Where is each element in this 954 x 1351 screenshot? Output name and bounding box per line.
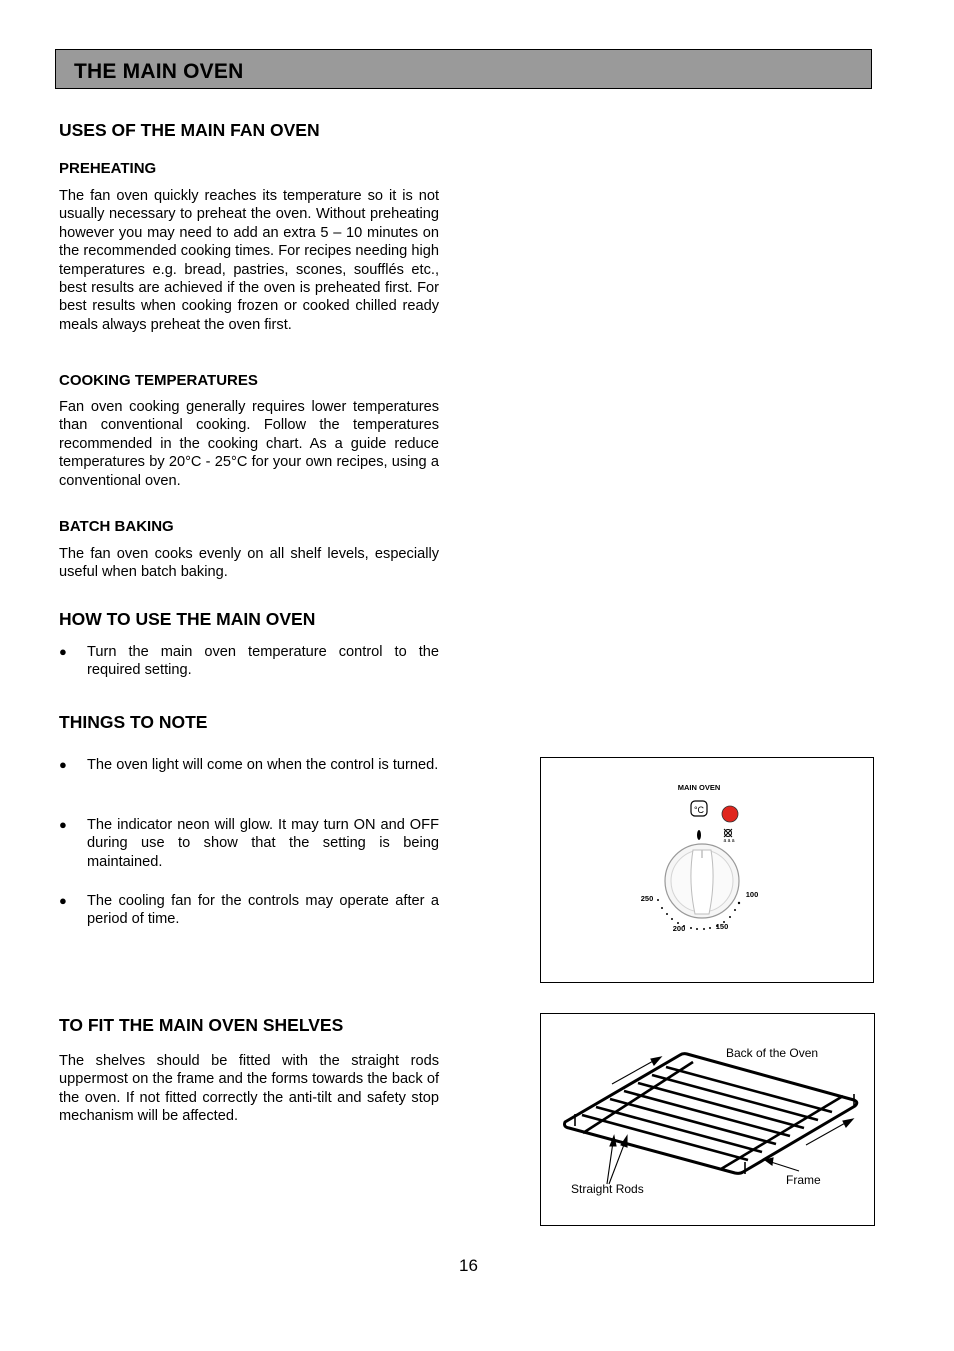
bullet-icon: ● xyxy=(59,644,67,659)
list-item xyxy=(59,892,439,929)
list-item xyxy=(59,816,439,871)
list-item xyxy=(59,756,439,774)
oven-control-figure xyxy=(540,757,874,983)
fit-shelves-text: The shelves should be fitted with the straight rods uppermost on the frame and the forms towards the back of the oven. If not fitted correctly the anti-tilt and safety stop mechanism will be affected. xyxy=(59,1053,439,1125)
shelf-drawing xyxy=(541,1014,874,1225)
bullet-icon: ● xyxy=(59,757,67,772)
list-item xyxy=(59,643,439,680)
fan-icon xyxy=(723,829,734,844)
subheading-preheating: PREHEATING xyxy=(59,160,157,177)
svg-text:a a a: a a a xyxy=(723,838,735,844)
subheading-batch-baking: BATCH BAKING xyxy=(59,518,174,535)
scale-label-150: 150 xyxy=(715,922,729,931)
list-item-text: Turn the main oven temperature control to the required setting. xyxy=(87,644,439,679)
list-item-text: The oven light will come on when the control is turned. xyxy=(87,757,439,773)
label-frame: Frame xyxy=(786,1173,821,1187)
scale-label-250: 250 xyxy=(640,894,654,903)
celsius-symbol: °C xyxy=(693,805,705,815)
cooking-temperatures-text: Fan oven cooking generally requires lower temperatures than conventional cooking. Follow the temperatures recommended in the cooking chart. As a guide reduce temperatures by 20°C - 25°C for your own recipes, using a conventional oven. xyxy=(59,399,439,489)
page-title: THE MAIN OVEN xyxy=(74,60,244,83)
shelf-rack xyxy=(565,1054,857,1174)
batch-baking-text: The fan oven cooks evenly on all shelf levels, especially useful when batch baking. xyxy=(59,546,439,581)
list-item-text: The indicator neon will glow. It may turn ON and OFF during use to show that the setting is being maintained. xyxy=(87,817,439,870)
pointer-mark-icon xyxy=(697,830,701,840)
list-item-text: The cooling fan for the controls may operate after a period of time. xyxy=(87,893,439,928)
section-heading-fit-shelves: TO FIT THE MAIN OVEN SHELVES xyxy=(59,1015,344,1035)
scale-label-200: 200 xyxy=(672,924,686,933)
bullet-icon: ● xyxy=(59,893,67,908)
page-number: 16 xyxy=(459,1256,478,1275)
control-label: MAIN OVEN xyxy=(677,783,721,792)
temperature-knob[interactable] xyxy=(665,844,739,918)
section-heading-uses: USES OF THE MAIN FAN OVEN xyxy=(59,120,320,140)
indicator-neon-icon xyxy=(722,806,738,822)
section-heading-how-to-use: HOW TO USE THE MAIN OVEN xyxy=(59,609,316,629)
label-straight-rods: Straight Rods xyxy=(571,1182,644,1196)
subheading-cooking-temperatures: COOKING TEMPERATURES xyxy=(59,372,258,389)
shelf-figure xyxy=(540,1013,875,1226)
bullet-icon: ● xyxy=(59,817,67,832)
section-heading-things-to-note: THINGS TO NOTE xyxy=(59,712,208,732)
preheating-text: The fan oven quickly reaches its temperature so it is not usually necessary to preheat the oven. Without preheating however you may need to add an extra 5 – 10 minutes on the recommended cooking times. For recipes needing high temperatures e.g. bread, pastries, scones, soufflés etc., best results are achieved if the oven is preheated first. For best results when cooking frozen or cooked chilled ready meals always preheat the oven first. xyxy=(59,188,439,333)
label-back-of-oven: Back of the Oven xyxy=(726,1046,819,1060)
oven-control-drawing xyxy=(541,758,873,982)
page-title-bar xyxy=(55,49,872,89)
scale-label-100: 100 xyxy=(745,890,759,899)
